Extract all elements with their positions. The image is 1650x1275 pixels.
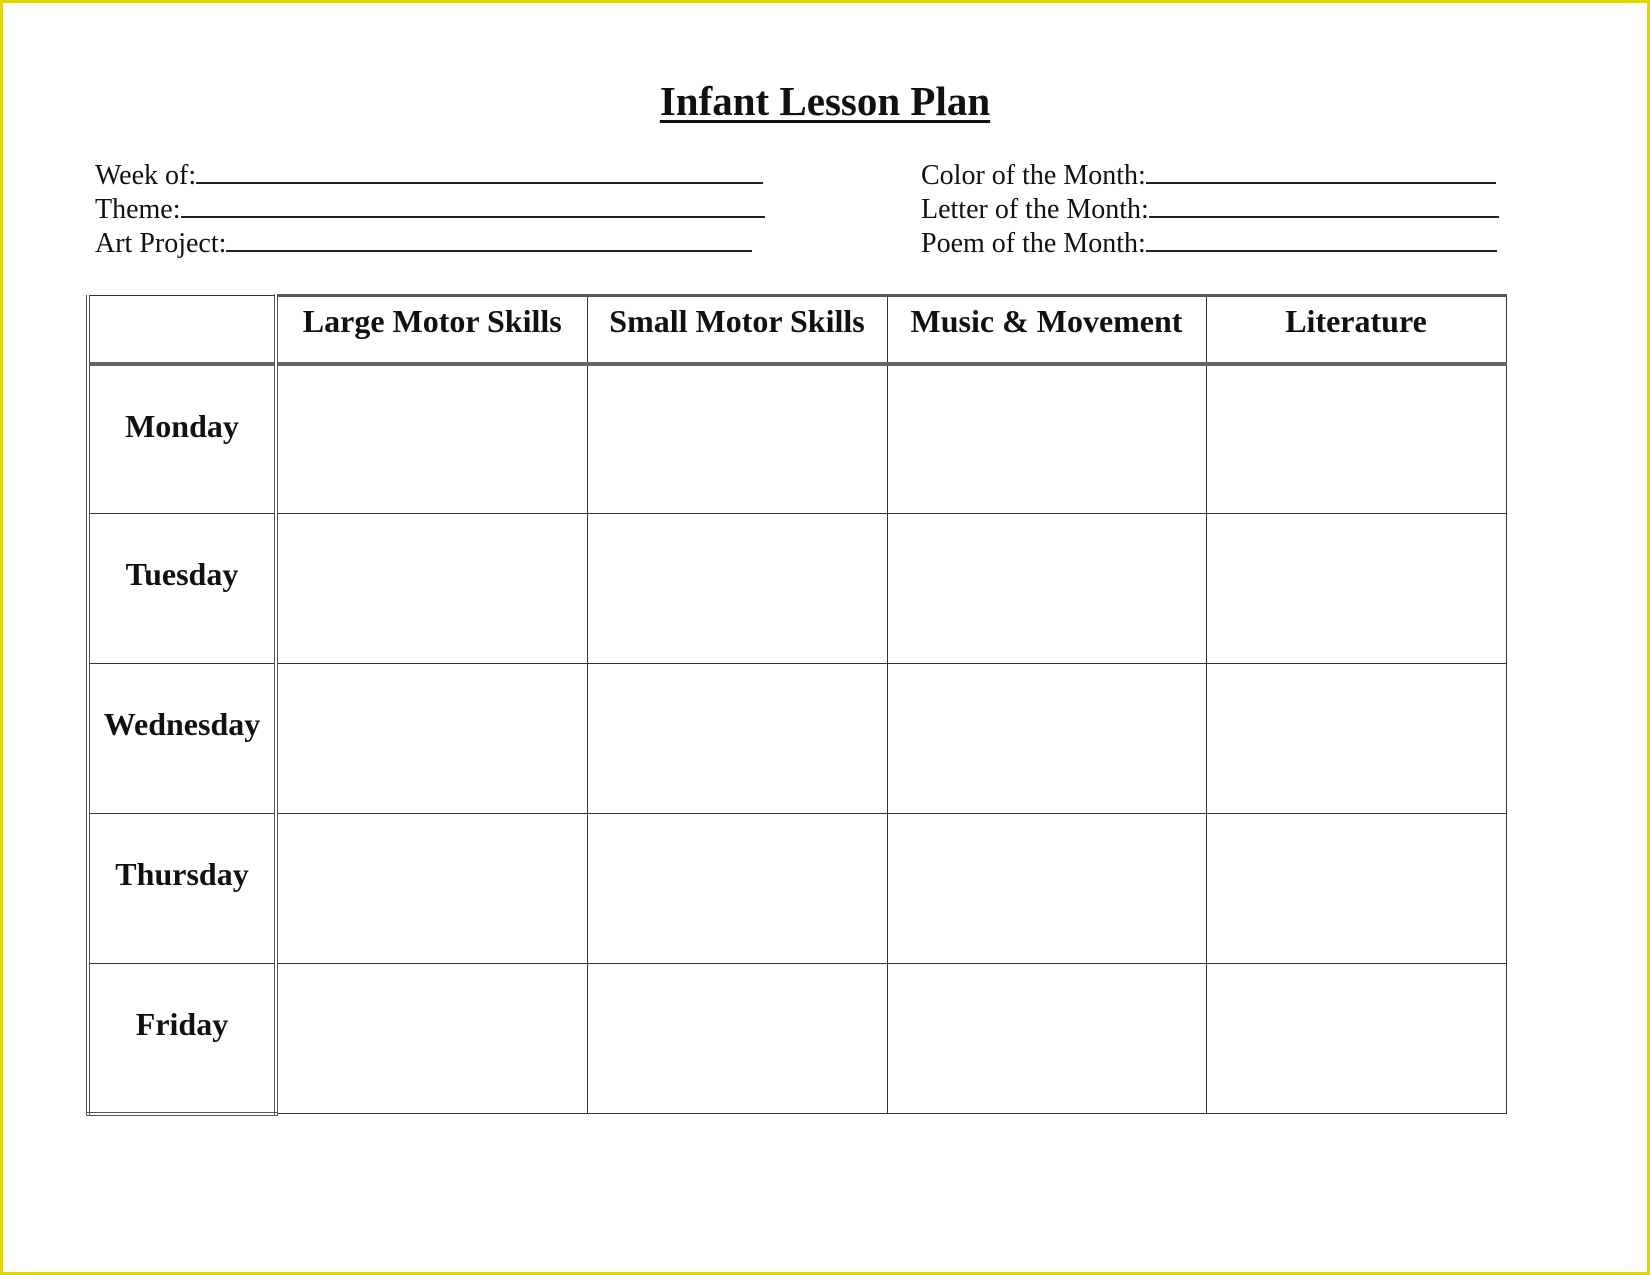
cell-thursday-music-movement[interactable] — [887, 814, 1206, 964]
cell-tuesday-small-motor[interactable] — [587, 514, 887, 664]
cell-monday-large-motor[interactable] — [276, 364, 587, 514]
poem-of-month-field[interactable] — [921, 226, 1497, 260]
cell-tuesday-music-movement[interactable] — [887, 514, 1206, 664]
cell-tuesday-large-motor[interactable] — [276, 514, 587, 664]
cell-wednesday-literature[interactable] — [1206, 664, 1506, 814]
week-of-label: Week of: — [95, 160, 197, 191]
theme-line[interactable] — [181, 192, 765, 218]
art-project-label: Art Project: — [95, 228, 227, 259]
row-header-tuesday: Tuesday — [88, 514, 276, 664]
color-of-month-field[interactable] — [921, 158, 1496, 192]
poem-of-month-line[interactable] — [1146, 226, 1497, 252]
column-header-large-motor-skills: Large Motor Skills — [276, 296, 587, 364]
column-header-literature: Literature — [1206, 296, 1506, 364]
art-project-field[interactable] — [95, 226, 752, 260]
color-of-month-label: Color of the Month: — [921, 160, 1146, 191]
page-title: Infant Lesson Plan — [659, 78, 991, 124]
row-header-friday: Friday — [88, 964, 276, 1114]
cell-friday-literature[interactable] — [1206, 964, 1506, 1114]
letter-of-month-line[interactable] — [1149, 192, 1499, 218]
table-row-friday — [88, 964, 1506, 1114]
cell-thursday-literature[interactable] — [1206, 814, 1506, 964]
table-row-monday — [88, 364, 1506, 514]
week-of-field[interactable] — [95, 158, 763, 192]
cell-friday-large-motor[interactable] — [276, 964, 587, 1114]
letter-of-month-label: Letter of the Month: — [921, 194, 1149, 225]
table-header-row — [88, 296, 1506, 364]
table-row-tuesday — [88, 514, 1506, 664]
poem-of-month-label: Poem of the Month: — [921, 228, 1146, 259]
cell-friday-small-motor[interactable] — [587, 964, 887, 1114]
lesson-plan-table — [86, 294, 1507, 1116]
color-of-month-line[interactable] — [1146, 158, 1496, 184]
theme-field[interactable] — [95, 192, 765, 226]
cell-tuesday-literature[interactable] — [1206, 514, 1506, 664]
cell-monday-literature[interactable] — [1206, 364, 1506, 514]
cell-wednesday-small-motor[interactable] — [587, 664, 887, 814]
cell-thursday-small-motor[interactable] — [587, 814, 887, 964]
row-header-thursday: Thursday — [88, 814, 276, 964]
week-of-line[interactable] — [196, 158, 763, 184]
cell-monday-music-movement[interactable] — [887, 364, 1206, 514]
cell-wednesday-large-motor[interactable] — [276, 664, 587, 814]
table-row-wednesday — [88, 664, 1506, 814]
cell-monday-small-motor[interactable] — [587, 364, 887, 514]
row-header-monday: Monday — [88, 364, 276, 514]
column-header-music-movement: Music & Movement — [887, 296, 1206, 364]
cell-wednesday-music-movement[interactable] — [887, 664, 1206, 814]
cell-thursday-large-motor[interactable] — [276, 814, 587, 964]
table-corner-cell — [88, 296, 276, 364]
letter-of-month-field[interactable] — [921, 192, 1499, 226]
cell-friday-music-movement[interactable] — [887, 964, 1206, 1114]
art-project-line[interactable] — [226, 226, 752, 252]
table-row-thursday — [88, 814, 1506, 964]
theme-label: Theme: — [95, 194, 181, 225]
column-header-small-motor-skills: Small Motor Skills — [587, 296, 887, 364]
row-header-wednesday: Wednesday — [88, 664, 276, 814]
